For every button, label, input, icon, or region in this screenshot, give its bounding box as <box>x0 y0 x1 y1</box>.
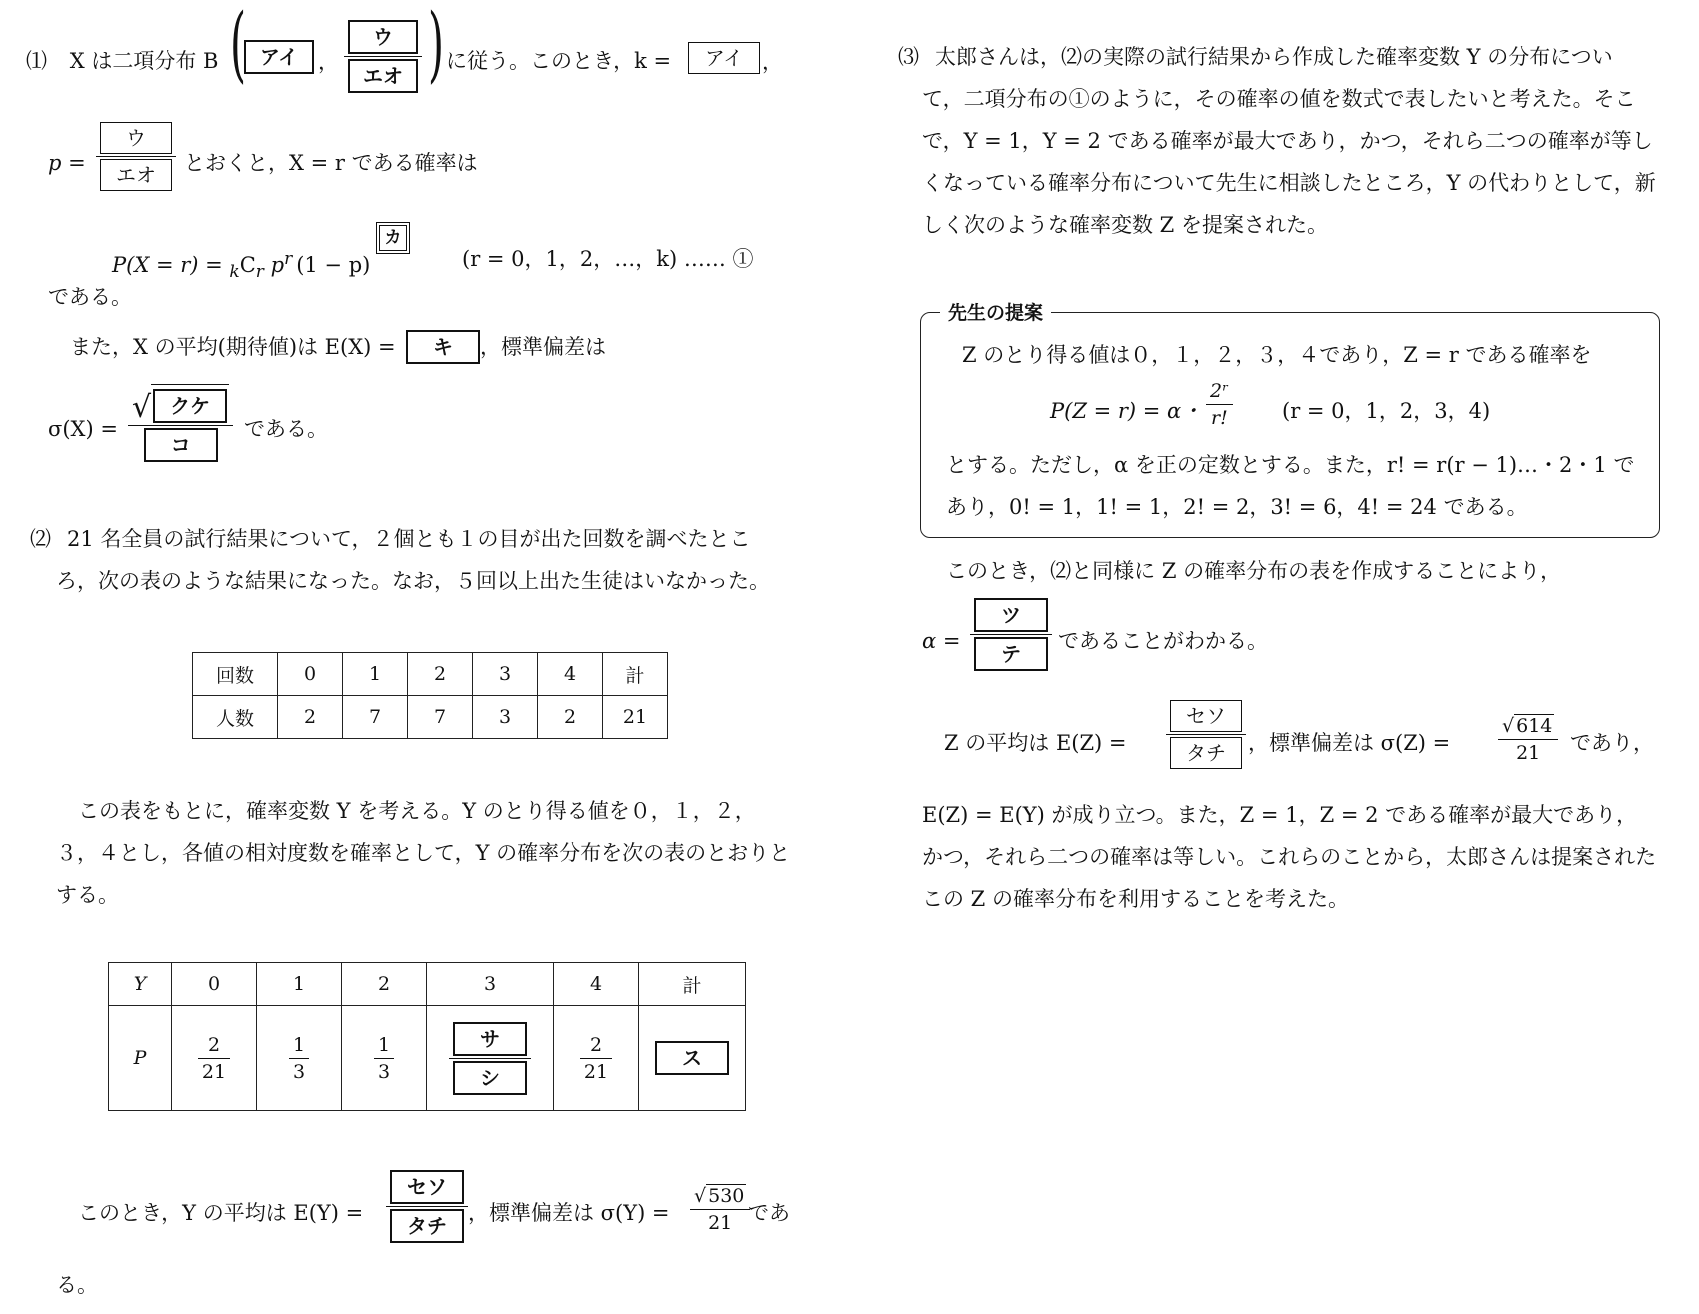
answer-box-ka: カ <box>376 222 410 254</box>
sy-text: ，標準偏差は σ(Y) = <box>468 1201 670 1225</box>
sz-text: ，標準偏差は σ(Z) = <box>1248 731 1451 755</box>
binomial-close-paren: ) <box>428 0 444 92</box>
p-equals: p = <box>48 151 86 175</box>
count-table <box>192 652 668 739</box>
ari-text: であり， <box>1570 731 1654 755</box>
ey-fraction <box>382 1170 472 1243</box>
sqrt-icon: √ <box>694 1185 707 1207</box>
answer-box-u: ウ <box>348 20 418 54</box>
part1-follow-text: に従う。このとき，k = <box>446 49 672 73</box>
answer-box-kuke: クケ <box>153 389 227 423</box>
fraction-p <box>92 122 180 191</box>
part1-label: ⑴ <box>26 49 47 73</box>
part3-l1: E(Z) = E(Y) が成り立つ。また，Z = 1，Z = 2 である確率が最大であり， <box>922 803 1638 827</box>
part3-l2: かつ，それら二つの確率は等しい。これらのことから，太郎さんは提案された <box>922 845 1657 869</box>
alpha-rhs: であることがわかる。 <box>1058 629 1268 653</box>
part1-probability-text: とおくと，X = r である確率は <box>184 151 478 175</box>
comma: ， <box>318 50 339 74</box>
part3-line4: くなっている確率分布について先生に相談したところ，Y の代わりとして，新 <box>922 171 1656 195</box>
proposal-fraction: $\frac{\text{2ʳ}}{r!}$ <box>1202 380 1237 429</box>
part2-line1: ⑵ 21 名全員の試行結果について，２個とも１の目が出た回数を調べたとこ <box>30 527 751 551</box>
comma: ， <box>762 50 783 74</box>
answer-box-tachi: タチ <box>1170 737 1242 769</box>
part3-line2: て，二項分布の①のように，その確率の値を数式で表したいと考えた。そこ <box>922 87 1636 111</box>
ey-text: このとき，Y の平均は E(Y) = <box>78 1201 364 1225</box>
answer-box-sa: サ <box>453 1022 527 1056</box>
answer-box-seso: セソ <box>1170 700 1242 732</box>
sigma-fraction <box>124 384 237 462</box>
sqrt-icon: √ <box>1502 715 1515 737</box>
alpha-fraction <box>966 598 1056 671</box>
part1-binomial-text: X は二項分布 B <box>69 49 219 73</box>
sy-fraction: $\frac{√ 530}{21}$ <box>686 1184 754 1234</box>
proposal-line1: Z のとり得る値は０，１，２，３，４であり，Z = r である確率を <box>962 343 1592 367</box>
alpha-lhs: α = <box>922 629 961 653</box>
part3-line1: ⑶ 太郎さんは，⑵の実際の試行結果から作成した確率変数 Y の分布につい <box>898 45 1613 69</box>
answer-box-ko: コ <box>144 428 218 462</box>
answer-box-tachi: タチ <box>390 1209 464 1243</box>
sigma-end: である。 <box>244 417 328 441</box>
mean-text: また，X の平均(期待値)は E(X) = <box>70 335 396 359</box>
binomial-formula: $P(X = r) = _kC_r$ $p^r$ (1 − p) <box>112 249 371 283</box>
answer-box-ki: キ <box>406 330 480 364</box>
formula-range: (r = 0，1，2，…，k) …… ① <box>462 247 754 271</box>
answer-box-tsu: ツ <box>974 598 1048 632</box>
answer-box-te: テ <box>974 637 1048 671</box>
answer-box-seso: セソ <box>390 1170 464 1204</box>
answer-box-eo: エオ <box>100 159 172 191</box>
proposal-formula: P(Z = r) = α・ <box>1050 399 1203 423</box>
proposal-range: (r = 0，1，2，3，4) <box>1282 399 1491 423</box>
part3-after1: このとき，⑵と同様に Z の確率分布の表を作成することにより， <box>946 559 1562 583</box>
table-row: 人数 2 7 7 3 2 21 <box>193 696 668 739</box>
ez-text: Z の平均は E(Z) = <box>944 731 1127 755</box>
answer-box-u: ウ <box>100 122 172 154</box>
proposal-title: 先生の提案 <box>940 298 1051 325</box>
part3-l3: この Z の確率分布を利用することを考えた。 <box>922 887 1349 911</box>
table-row: Y 0 1 2 3 4 計 <box>109 963 746 1006</box>
part2-line2: ろ，次の表のような結果になった。なお，５回以上出た生徒はいなかった。 <box>56 569 770 593</box>
distribution-table <box>108 962 746 1111</box>
part2-para1: この表をもとに，確率変数 Y を考える。Y のとり得る値を０，１，２， <box>78 799 756 823</box>
part3-line5: しく次のような確率変数 Z を提案された。 <box>922 213 1328 237</box>
proposal-line2: とする。ただし，α を正の定数とする。また，r! = r(r − 1)…・2・1 で <box>946 453 1635 477</box>
sy-end: であ <box>748 1201 790 1225</box>
sqrt-icon: √ <box>132 390 152 425</box>
answer-box-su: ス <box>655 1041 729 1075</box>
sy-end2: る。 <box>56 1273 98 1297</box>
part2-para2: ３，４とし，各値の相対度数を確率として，Y の確率分布を次の表のとおりと <box>56 841 791 865</box>
dearu-text: である。 <box>48 285 132 309</box>
binomial-open-paren: ( <box>230 0 246 92</box>
answer-box-ai: アイ <box>244 40 314 74</box>
answer-box-shi: シ <box>453 1061 527 1095</box>
sigma-x-lhs: σ(X) = <box>48 417 118 441</box>
table-row: P $\frac{2}{21}$ $\frac{1}{3}$ $\frac{1}{3}$ $\frac{\text{サ}}{\text{シ}}$ $\frac{2}{21}$ ス <box>109 1006 746 1111</box>
sz-fraction: $\frac{√ 614}{21}$ <box>1494 714 1562 764</box>
part1-line1 <box>26 46 218 76</box>
answer-box-eo: エオ <box>348 59 418 93</box>
part2-para3: する。 <box>56 883 119 907</box>
part3-line3: で，Y = 1，Y = 2 である確率が最大であり，かつ，それら二つの確率が等し <box>922 129 1653 153</box>
ez-fraction <box>1162 700 1250 769</box>
answer-box-ai-k: アイ <box>688 42 760 74</box>
fraction-u-eo <box>340 20 426 93</box>
table-row: 回数 0 1 2 3 4 計 <box>193 653 668 696</box>
std-text: ，標準偏差は <box>480 335 606 359</box>
proposal-line3: あり，0! = 1，1! = 1，2! = 2，3! = 6，4! = 24 である。 <box>946 495 1528 519</box>
